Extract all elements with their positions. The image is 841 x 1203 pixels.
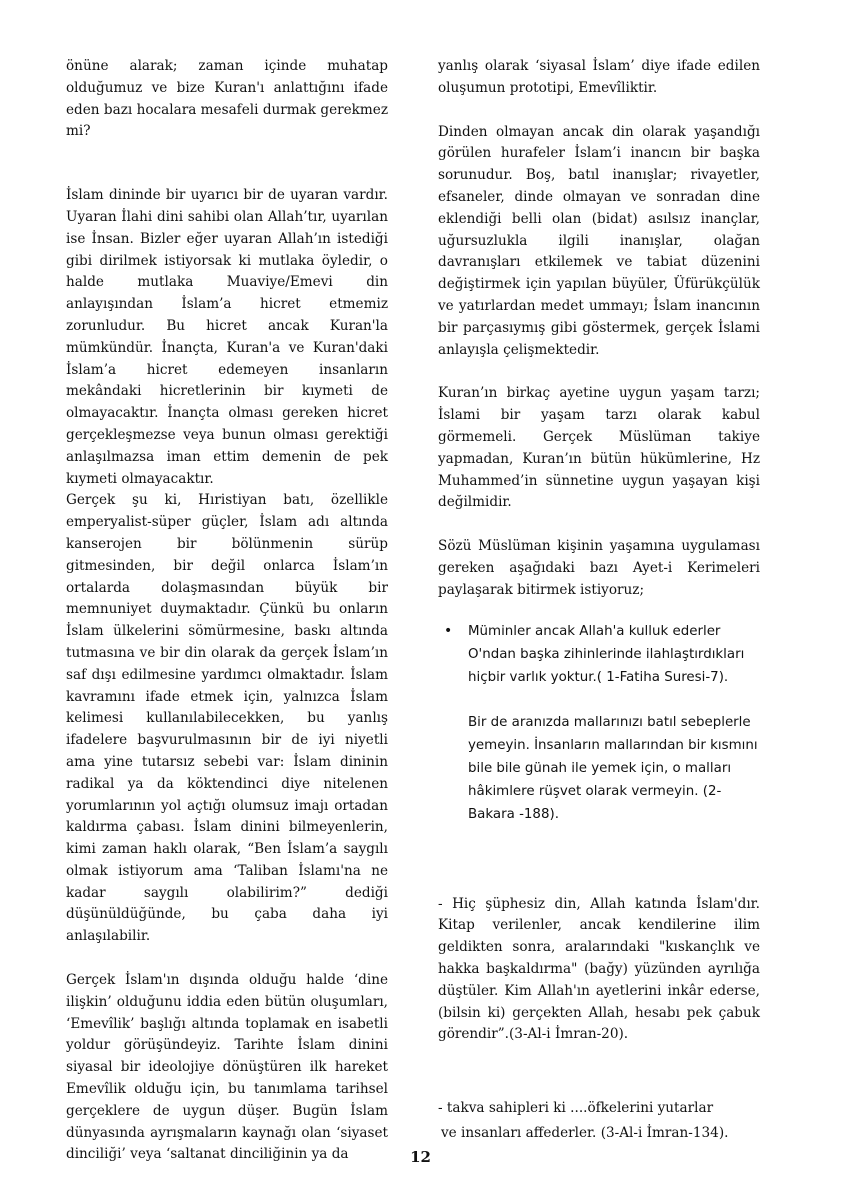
verse-quote-line: - takva sahipleri ki ....öfkelerini yutarlar: [438, 1100, 714, 1117]
paragraph: Dinden olmayan ancak din olarak yaşandığı görülen hurafeler İslam’i inancın bir başka sorunudur. Boş, batıl inanışlar; rivayetler, efsaneler, dinde olmayan ve sonradan dine eklendiği belli olan (bidat) asılsız inançlar, uğursuzlukla ilgili inanışlar, olağan davranışları etkilemek ve tabiat düzenini değiştirmek için yapılan büyüler, Üfürükçülük ve yatırlardan medet ummayı; İslam inancının bir parçasıymış gibi göstermek, gerçek İslami anlayışla çelişmektedir.: [438, 123, 760, 358]
verse-bullet-list: [438, 620, 760, 826]
right-column: [438, 56, 760, 1145]
verse-quote: - Hiç şüphesiz din, Allah katında İslam'dır. Kitap verilenler, ancak kendilerine ilim geldikten sonra, aralarındaki "kıskançlık ve hakka başkaldırma" (bağy) yüzünden ayrılığa düştüler. Kim Allah'ın ayetlerini inkâr ederse, (bilsin ki) gerçekten Allah, hesabı pek çabuk görendir”.(3-Al-i İmran-20).: [438, 895, 760, 1043]
verse-quote-line: ve insanları affederler. (3-Al-i İmran-134).: [441, 1124, 729, 1141]
bullet-verse: Müminler ancak Allah'a kulluk ederler O'ndan başka zihinlerinde ilahlaştırdıkları hiçbir varlık yoktur.( 1-Fatiha Suresi-7).: [468, 623, 745, 685]
paragraph: yanlış olarak ‘siyasal İslam’ diye ifade edilen oluşumun prototipi, Emevîliktir.: [438, 58, 760, 96]
paragraph: İslam dininde bir uyarıcı bir de uyaran vardır. Uyaran İlahi dini sahibi olan Allah’tır, uyarılan ise İnsan. Bizler eğer uyaran Allah’ın istediği gibi dirilmek istiyorsak ki mutlaka öyledir, o halde mutlaka Muaviye/Emevi din anlayışından İslam’a hicret etmemiz zorunludur. Bu hicret ancak Kuran'la mümkündür. İnançta, Kuran'a ve Kuran'daki İslam’a hicret edemeyen insanların mekândaki hicretlerinin bir kıymeti de olmayacaktır. İnançta olması gereken hicret gerçekleşmezse veya bunun olması gerektiği anlaşılmazsa iman ettim demenin de pek kıymeti olmayacaktır.: [66, 187, 388, 487]
paragraph: Gerçek şu ki, Hıristiyan batı, özellikle emperyalist-süper güçler, İslam adı altında kanserojen bir bölünmenin sürüp gitmesinden, bir değil onlarca İslam’ın ortalarda dolaşmasından büyük bir memnuniyet duymaktadır. Çünkü bu onların İslam ülkelerini sömürmesine, baskı altında tutmasına ve bir din olarak da gerçek İslam’ın saf dışı edilmesine yardımcı olmaktadır. İslam kavramını ifade etmek için, yalnızca İslam kelimesi kullanılabilecekken, bu yanlış ifadelere başvurulmasının bir de iyi niyetli ama yine tutarsız sebebi var: İslam dininin radikal ya da köktendinci diye nitelenen yorumlarının yol açtığı olumsuz imajı ortadan kaldırma çabası. İslam dinini bilmeyenlerin, kimi zaman haklı olarak, “Ben İslam’a saygılı olmak istiyorum ama ‘Taliban İslamı'na ne kadar saygılı olabilirim?” dediği düşünüldüğünde, bu çaba daha iyi anlaşılabilir.: [66, 492, 388, 945]
paragraph: Sözü Müslüman kişinin yaşamına uygulaması gereken aşağıdaki bazı Ayet-i Kerimeleri paylaşarak bitirmek istiyoruz;: [438, 538, 760, 598]
left-column: [66, 56, 388, 1166]
bullet-icon: •: [444, 622, 453, 639]
bullet-verse: Bir de aranızda mallarınızı batıl sebeplerle yemeyin. İnsanların mallarından bir kısmını bile bile günah ile yemek için, o malları hâkimlere rüşvet olarak vermeyin. (2-Bakara -188).: [468, 714, 758, 822]
paragraph: Kuran’ın birkaç ayetine uygun yaşam tarzı; İslami bir yaşam tarzı olarak kabul görmemeli. Gerçek Müslüman takiye yapmadan, Kuran’ın bütün hükümlerine, Hz Muhammed’in sünnetine uygun yaşayan kişi değilmidir.: [438, 385, 760, 511]
paragraph: önüne alarak; zaman içinde muhatap olduğumuz ve bize Kuran'ı anlattığını ifade eden bazı hocalara mesafeli durmak gerekmez mi?: [66, 58, 388, 140]
paragraph: Gerçek İslam'ın dışında olduğu halde ‘dine ilişkin’ olduğunu iddia eden bütün oluşumları, ‘Emevîlik’ başlığı altında toplamak en isabetli yoldur görüşündeyiz. Tarihte İslam dinini siyasal bir ideolojiye dönüştüren ilk hareket Emevîlik olduğu için, bu tanımlama tarihsel gerçeklere de uygun düşer. Bugün İslam dünyasında ayrışmaların kaynağı olan ‘siyaset dinciliği’ veya ‘saltanat dinciliğinin ya da: [66, 972, 388, 1163]
page-number: 12: [410, 1148, 431, 1166]
